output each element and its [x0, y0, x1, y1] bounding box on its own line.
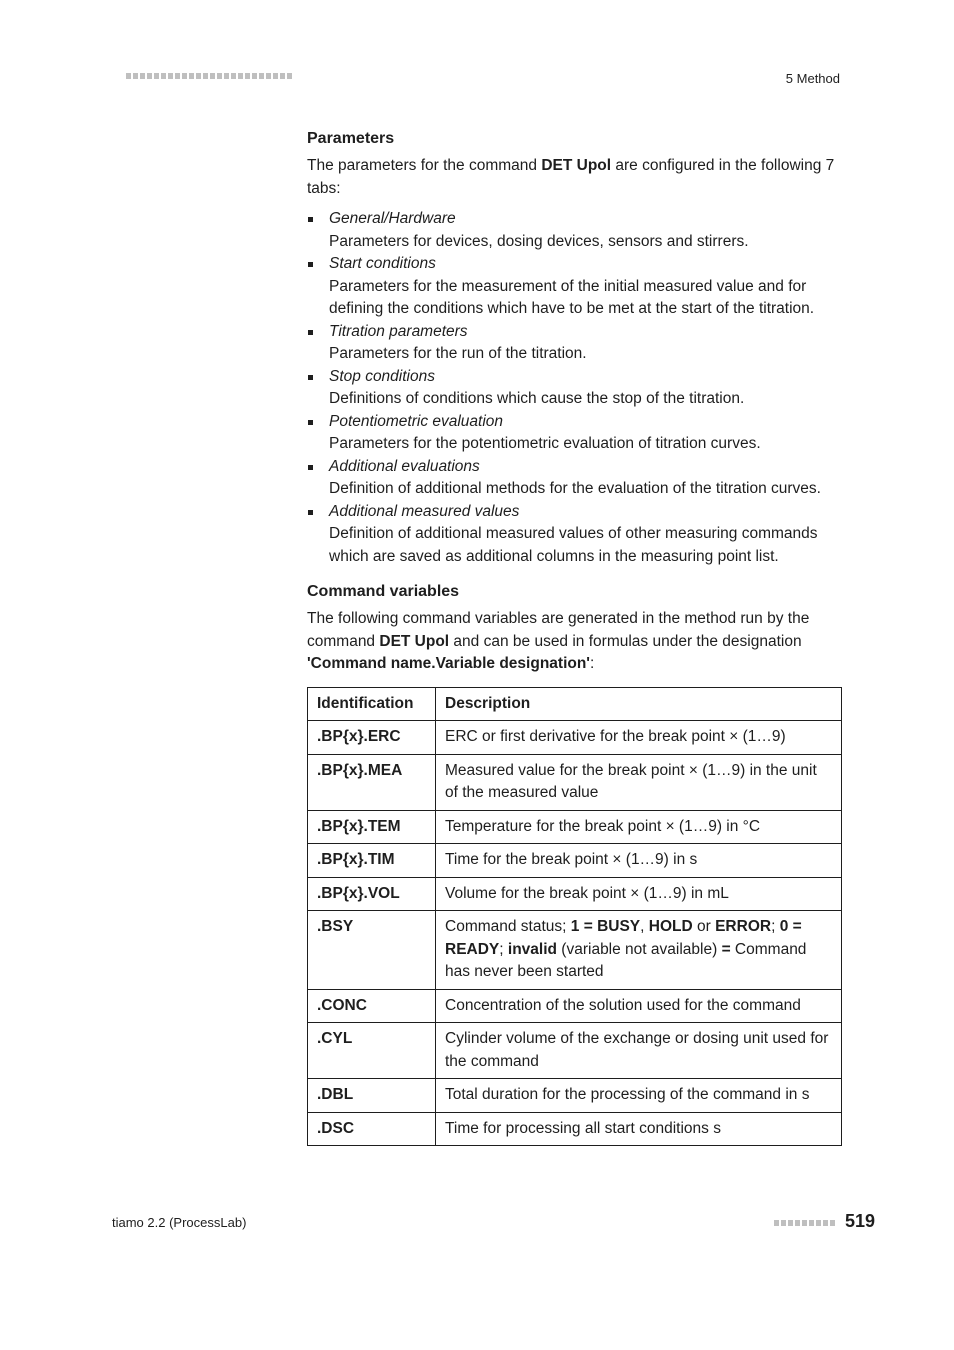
- table-row: [308, 877, 842, 911]
- bullet-icon: [308, 217, 313, 222]
- header-section-title: 5 Method: [785, 71, 840, 86]
- bullet-icon: [308, 510, 313, 515]
- cell-description: Temperature for the break point × (1…9) in °C: [436, 810, 842, 844]
- bullet-icon: [308, 330, 313, 335]
- list-item: Start conditions Parameters for the measurement of the initial measured value and for defining the conditions which have to be met at the start of the titration.: [307, 253, 841, 321]
- command-variables-intro: The following command variables are generated in the method run by the command DET Upol and can be used in formulas under the designation 'Command name.Variable designation':: [307, 610, 810, 672]
- list-item: Potentiometric evaluation Parameters for the potentiometric evaluation of titration curves.: [307, 411, 841, 456]
- cell-identification: .CONC: [308, 989, 436, 1023]
- parameters-intro: The parameters for the command DET Upol are configured in the following 7 tabs:: [307, 157, 835, 197]
- cell-identification: .DBL: [308, 1079, 436, 1113]
- cell-identification: .DSC: [308, 1112, 436, 1146]
- list-item: Additional evaluations Definition of additional methods for the evaluation of the titration curves.: [307, 456, 841, 501]
- bullet-icon: [308, 420, 313, 425]
- column-header-identification: Identification: [308, 687, 436, 721]
- column-header-description: Description: [436, 687, 842, 721]
- table-row: [308, 1023, 842, 1079]
- footer-product: tiamo 2.2 (ProcessLab): [112, 1215, 247, 1230]
- bullet-icon: [308, 375, 313, 380]
- cell-identification: .BP{x}.VOL: [308, 877, 436, 911]
- cell-description: ERC or first derivative for the break point × (1…9): [436, 721, 842, 755]
- cell-identification: .BSY: [308, 911, 436, 990]
- table-row: [308, 721, 842, 755]
- main-content: [307, 128, 841, 1146]
- cell-identification: .BP{x}.MEA: [308, 754, 436, 810]
- list-item: Stop conditions Definitions of conditions which cause the stop of the titration.: [307, 366, 841, 411]
- cell-identification: .BP{x}.TEM: [308, 810, 436, 844]
- cell-description: Measured value for the break point × (1…9) in the unit of the measured value: [436, 754, 842, 810]
- table-row: [308, 1112, 842, 1146]
- command-variables-section: [307, 581, 841, 1146]
- command-variables-heading: Command variables: [307, 583, 460, 600]
- header-decoration: [126, 73, 292, 79]
- cell-identification: .CYL: [308, 1023, 436, 1079]
- bullet-icon: [308, 262, 313, 267]
- table-row: [308, 844, 842, 878]
- cell-description: Volume for the break point × (1…9) in mL: [436, 877, 842, 911]
- table-row: [308, 1079, 842, 1113]
- bullet-icon: [308, 465, 313, 470]
- cell-description: Concentration of the solution used for the command: [436, 989, 842, 1023]
- list-item: Additional measured values Definition of additional measured values of other measuring commands which are saved as additional columns in the measuring point list.: [307, 501, 841, 569]
- tabs-list: [307, 208, 841, 568]
- cell-identification: .BP{x}.ERC: [308, 721, 436, 755]
- list-item: Titration parameters Parameters for the run of the titration.: [307, 321, 841, 366]
- table-header-row: [308, 687, 842, 721]
- cell-description: Total duration for the processing of the command in s: [436, 1079, 842, 1113]
- cell-description: Command status; 1 = BUSY, HOLD or ERROR; 0 = READY; invalid (variable not available) = Command has never been started: [436, 911, 842, 990]
- table-row: [308, 989, 842, 1023]
- parameters-heading: Parameters: [307, 130, 395, 147]
- table-row: [308, 911, 842, 990]
- page-number: 519: [845, 1211, 876, 1231]
- list-item: General/Hardware Parameters for devices, dosing devices, sensors and stirrers.: [307, 208, 841, 253]
- table-row: [308, 810, 842, 844]
- variables-table: [307, 687, 842, 1147]
- table-row: [308, 754, 842, 810]
- cell-description: Cylinder volume of the exchange or dosing unit used for the command: [436, 1023, 842, 1079]
- footer-decoration: [774, 1220, 835, 1226]
- cell-identification: .BP{x}.TIM: [308, 844, 436, 878]
- cell-description: Time for the break point × (1…9) in s: [436, 844, 842, 878]
- cell-description: Time for processing all start conditions s: [436, 1112, 842, 1146]
